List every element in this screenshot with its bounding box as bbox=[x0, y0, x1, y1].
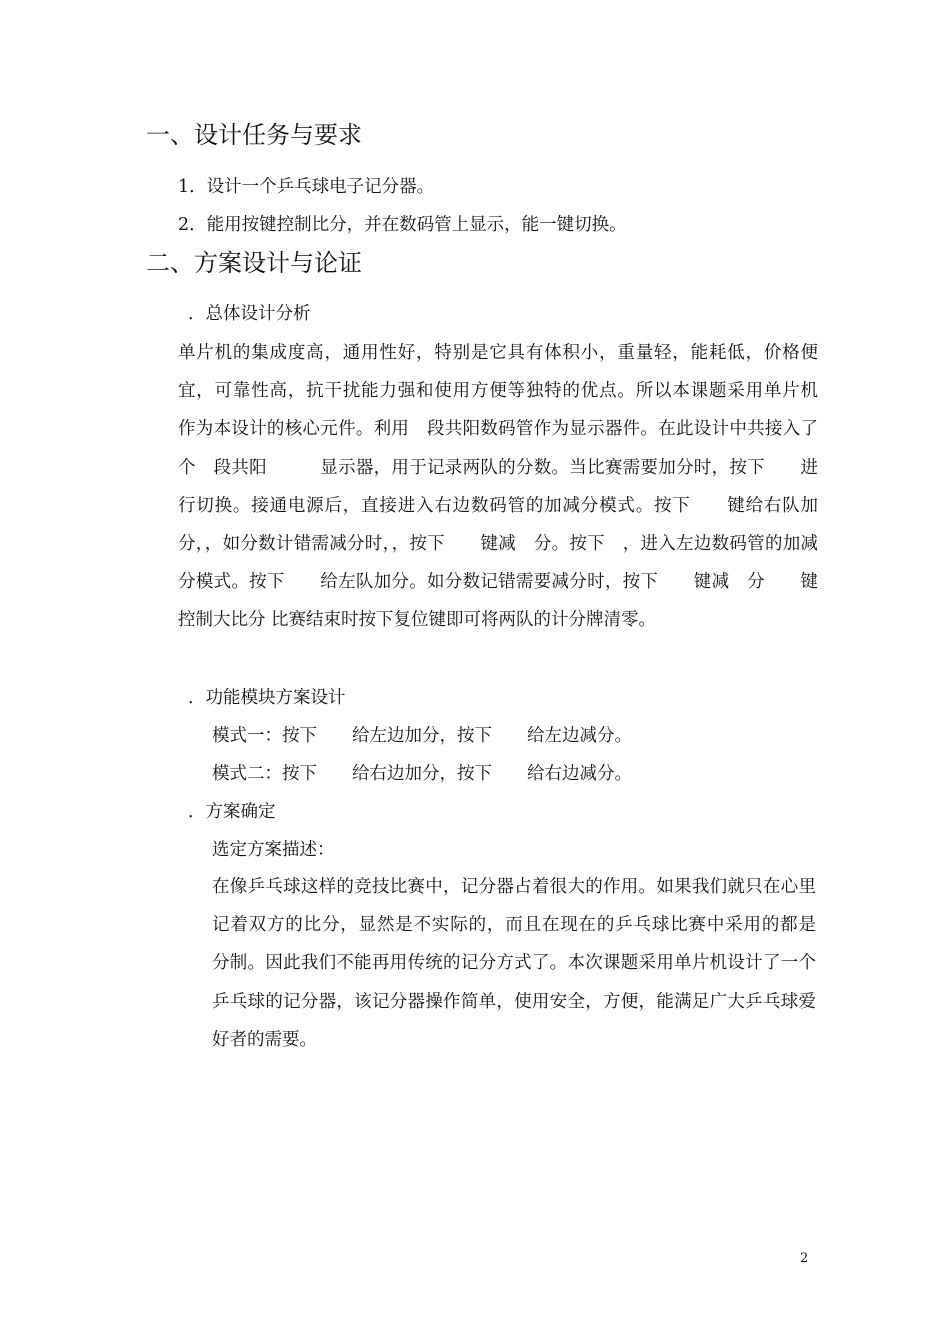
sub2-mode1: 模式一：按下 给左边加分，按下 给左边减分。 bbox=[212, 726, 632, 746]
section1-item-2: 2．能用按键控制比分，并在数码管上显示，能一键切换。 bbox=[178, 215, 627, 235]
section2-heading: 二、方案设计与论证 bbox=[146, 249, 362, 277]
sub2-title: ．功能模块方案设计 bbox=[188, 688, 346, 708]
sub1-title: ．总体设计分析 bbox=[188, 304, 311, 324]
page-number: 2 bbox=[800, 1251, 809, 1266]
section1-item-1: 1．设计一个乒乓球电子记分器。 bbox=[178, 177, 435, 197]
section1-heading: 一、设计任务与要求 bbox=[146, 121, 362, 149]
sub1-paragraph: 单片机的集成度高，通用性好，特别是它具有体积小，重量轻，能耗低，价格便宜，可靠性高，抗干扰能力强和使用方便等独特的优点。所以本课题采用单片机 作为本设计的核心元件。利用 段共阳数码管作为显示器件。在此设计中共接入了 个 段共阳 显示器，用于记录两队的分数。当比赛需要加分时，按下 进行切换。接通电源后，直接进入右边数码管的加减分模式。按下 键给右队加 分，，如分数计错需减分时，，按下 键减 分。按下 ，进入左边数码管的加减分模式。按下 给左队加分。如分数记错需要减分时，按下 键减 分 键控制大比分 比赛结束时按下复位键即可将两队的计分牌清零。 bbox=[178, 343, 906, 631]
sub3-desc-label: 选定方案描述： bbox=[212, 840, 335, 860]
sub3-title: ．方案确定 bbox=[188, 802, 276, 822]
sub2-mode2: 模式二：按下 给右边加分，按下 给右边减分。 bbox=[212, 764, 632, 784]
sub3-paragraph: 在像乒乓球这样的竞技比赛中，记分器占着很大的作用。如果我们就只在心里记着双方的比分，显然是不实际的，而且在现在的乒乓球比赛中采用的都是 分制。因此我们不能再用传统的记分方式了。本次课题采用单片机设计了一个乒乓球的记分器，该记分器操作简单，使用安全，方便，能满足广大乒乓球爱好者的需要。 bbox=[212, 877, 851, 1050]
